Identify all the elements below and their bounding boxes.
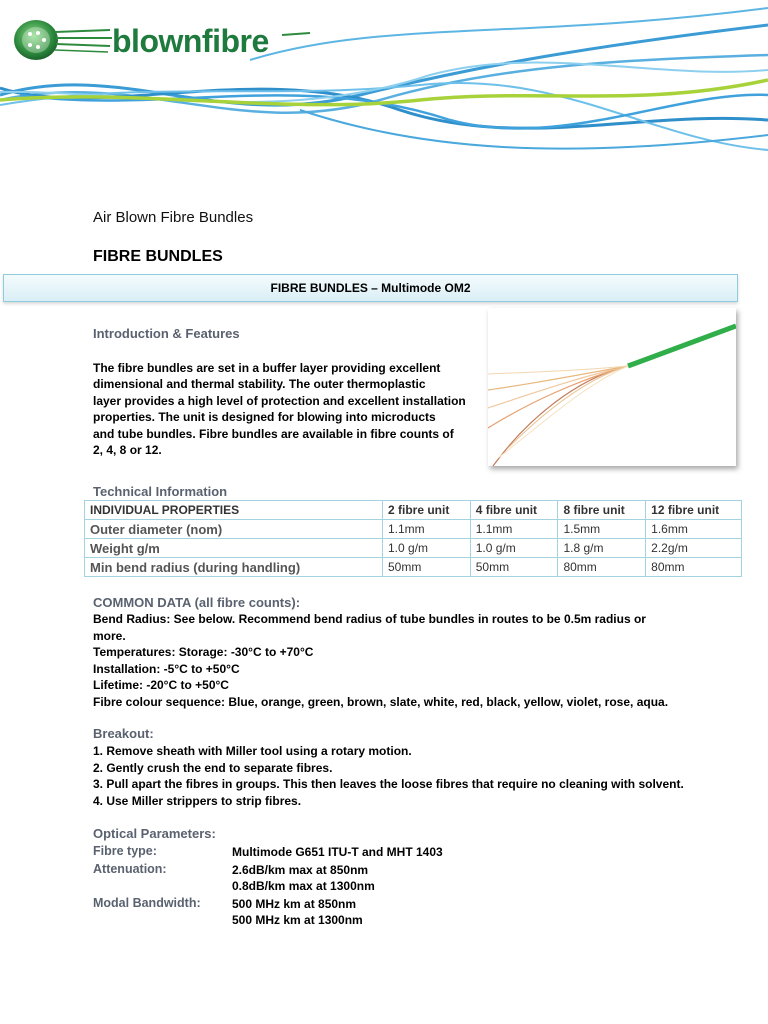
table-cell: 80mm bbox=[646, 558, 742, 577]
intro-line: layer provides a high level of protection and excellent installation bbox=[93, 393, 466, 408]
column-header: INDIVIDUAL PROPERTIES bbox=[85, 501, 383, 520]
common-data-line: more. bbox=[93, 628, 126, 643]
fibre-type-value: Multimode G651 ITU-T and MHT 1403 bbox=[232, 845, 443, 859]
breakout-step: 1. Remove sheath with Miller tool using a rotary motion. bbox=[93, 744, 412, 758]
row-label: Min bend radius (during handling) bbox=[85, 558, 383, 577]
table-row bbox=[85, 558, 742, 577]
section-title-bar bbox=[3, 274, 738, 302]
breakout-step: 4. Use Miller strippers to strip fibres. bbox=[93, 793, 302, 808]
modal-bandwidth-value: 500 MHz km at 850nm bbox=[232, 897, 357, 911]
intro-text bbox=[93, 360, 483, 458]
optical-heading: Optical Parameters: bbox=[93, 826, 216, 841]
modal-bandwidth-value: 500 MHz km at 1300nm bbox=[232, 913, 363, 927]
table-cell: 1.0 g/m bbox=[383, 539, 471, 558]
row-label: Weight g/m bbox=[85, 539, 383, 558]
column-header: 2 fibre unit bbox=[383, 501, 471, 520]
properties-table bbox=[84, 500, 742, 577]
table-row bbox=[85, 520, 742, 539]
document-title: FIBRE BUNDLES bbox=[93, 248, 223, 265]
table-header-row bbox=[85, 501, 742, 520]
table-cell: 1.1mm bbox=[470, 520, 558, 539]
intro-line: 2, 4, 8 or 12. bbox=[93, 443, 162, 458]
table-cell: 80mm bbox=[558, 558, 646, 577]
common-data-text bbox=[93, 611, 733, 710]
breakout-steps bbox=[93, 743, 733, 809]
common-data-heading: COMMON DATA (all fibre counts): bbox=[93, 595, 301, 610]
table-cell: 2.2g/m bbox=[646, 539, 742, 558]
fibre-type-label: Fibre type: bbox=[93, 844, 157, 858]
table-row bbox=[85, 539, 742, 558]
common-data-line: Temperatures: Storage: -30°C to +70°C bbox=[93, 645, 314, 659]
intro-line: dimensional and thermal stability. The outer thermoplastic bbox=[93, 377, 426, 392]
table-cell: 1.0 g/m bbox=[470, 539, 558, 558]
attenuation-value: 0.8dB/km max at 1300nm bbox=[232, 879, 375, 893]
intro-heading: Introduction & Features bbox=[93, 326, 240, 341]
breakout-step: 3. Pull apart the fibres in groups. This then leaves the loose fibres that require no cleaning with solvent. bbox=[93, 777, 684, 791]
common-data-line: Installation: -5°C to +50°C bbox=[93, 661, 240, 676]
table-cell: 1.5mm bbox=[558, 520, 646, 539]
table-cell: 1.6mm bbox=[646, 520, 742, 539]
table-cell: 1.8 g/m bbox=[558, 539, 646, 558]
intro-line: The fibre bundles are set in a buffer layer providing excellent bbox=[93, 361, 441, 375]
table-cell: 1.1mm bbox=[383, 520, 471, 539]
product-photo bbox=[488, 308, 736, 466]
header-fibre-art bbox=[0, 0, 768, 170]
table-cell: 50mm bbox=[470, 558, 558, 577]
document-subtitle: Air Blown Fibre Bundles bbox=[93, 209, 254, 226]
technical-heading: Technical Information bbox=[93, 484, 228, 499]
common-data-line: Lifetime: -20°C to +50°C bbox=[93, 678, 229, 692]
common-data-line: Fibre colour sequence: Blue, orange, green, brown, slate, white, red, black, yellow, violet, rose, aqua. bbox=[93, 694, 669, 709]
breakout-heading: Breakout: bbox=[93, 726, 154, 741]
logo-text: blownfibre bbox=[112, 23, 269, 59]
intro-line: and tube bundles. Fibre bundles are available in fibre counts of bbox=[93, 426, 454, 441]
intro-line: properties. The unit is designed for blowing into microducts bbox=[93, 410, 436, 425]
column-header: 4 fibre unit bbox=[470, 501, 558, 520]
section-title-label: FIBRE BUNDLES – Multimode OM2 bbox=[270, 281, 471, 295]
table-cell: 50mm bbox=[383, 558, 471, 577]
column-header: 12 fibre unit bbox=[646, 501, 742, 520]
common-data-line: Bend Radius: See below. Recommend bend radius of tube bundles in routes to be 0.5m radius or bbox=[93, 612, 646, 626]
row-label: Outer diameter (nom) bbox=[85, 520, 383, 539]
attenuation-label: Attenuation: bbox=[93, 862, 167, 876]
modal-bandwidth-label: Modal Bandwidth: bbox=[93, 896, 201, 910]
attenuation-value: 2.6dB/km max at 850nm bbox=[232, 863, 369, 877]
column-header: 8 fibre unit bbox=[558, 501, 646, 520]
breakout-step: 2. Gently crush the end to separate fibres. bbox=[93, 760, 333, 775]
